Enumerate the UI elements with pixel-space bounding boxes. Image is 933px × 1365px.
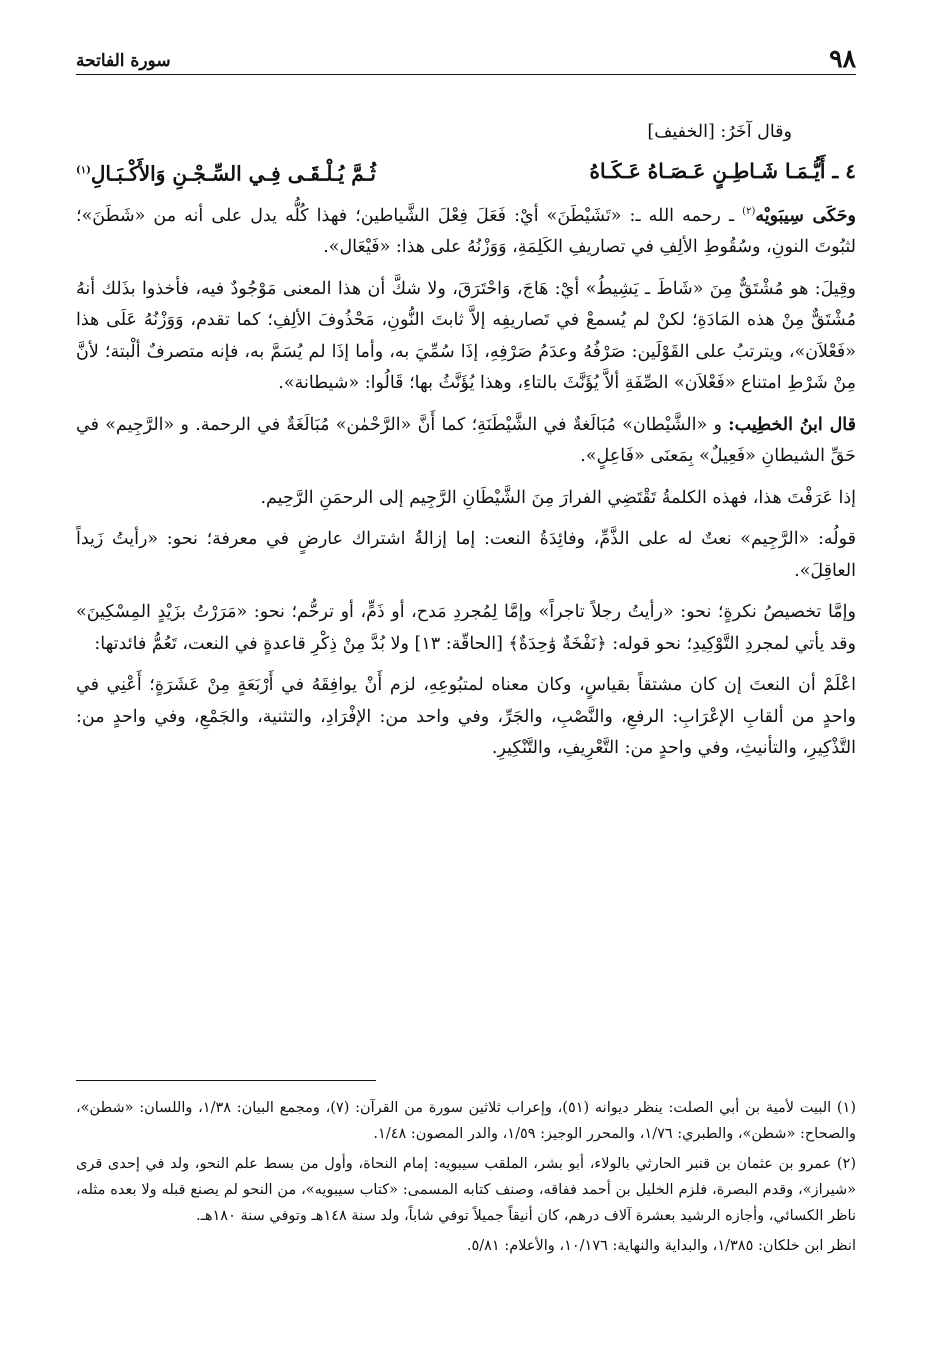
- paragraph: [76, 483, 856, 515]
- paragraph: [76, 274, 856, 400]
- paragraph-text: و «الشَّيْطان» مُبَالَغةٌ في الشَّيْطَنَةِ؛ كما أَنَّ «الرَّحْمٰن» مُبَالَغَةٌ في الرحمة. و «الرَّجِيم» في حَقِّ الشيطانِ «فَعِيلٌ» بِمَعنَى «فَاعِلٍ».: [76, 414, 856, 467]
- main-text: [76, 116, 856, 775]
- verse-number: ٤ ـ: [832, 158, 856, 183]
- footnote: (١) البيت لأمية بن أبي الصلت: ينظر ديوانه (٥١)، وإعراب ثلاثين سورة من القرآن: (٧)، ومجمع البيان: ١/٣٨، واللسان: «شطن»، والصحاح: «شطن»، والطبري: ١/٧٦، والمحرر الوجيز: ١/٥٩، والدر المصون: ١/٤٨.: [76, 1100, 856, 1142]
- paragraph: [76, 196, 856, 264]
- paragraph-text: وقِيلَ: هو مُشْتَقٌّ مِنَ «شَاطَ ـ يَشِيطُ» أيْ: هَاجَ، وَاحْتَرَقَ، ولا شكَّ أن هذا المعنى مَوْجُودٌ فيه، فأخذوا بذَلك أنهُ مُشْتَقٌّ مِنْ هذه المَادَةِ؛ لكنْ لم يُسمعْ في تَصاريفِه إلاَّ ثابتَ النُّونِ، مَحْذُوفَ الألِفِ؛ كما تقدم، وَوَزْنُهُ عَلَى هذا «فَعْلاَن»، ويترتبُ على القَوْلَين: صَرْفُهُ وعدَمُ صَرْفِهِ، إذَا سُمِّيَ به، وأما إذَا لم يُسَمَّ به، فإنه متصرفٌ ألْبتة؛ لأنَّ مِنْ شَرْطِ امتناع «فَعْلاَن» الصِّفَةِ ألاَّ يُؤَنَّثَ بالتاءِ، وهذا يُؤَنَّثُ بها؛ قَالُوا: «شيطانة».: [76, 278, 856, 394]
- paragraph: [76, 670, 856, 765]
- paragraph: [76, 410, 856, 473]
- verse-second-hemistich: [76, 154, 376, 191]
- footnote-ref: (١): [76, 164, 91, 176]
- verse-first-hemistich: [590, 154, 856, 191]
- verse-intro: وقال آخَرُ: [الخفيف]: [647, 122, 792, 142]
- footnote: (٢) عمرو بن عثمان بن قنبر الحارثي بالولاء، أبو بشر، الملقب سيبويه: إمام النحاة، وأول من بسط علم النحو، ولد في إحدى قرى «شيراز»، وقدم البصرة، فلزم الخليل بن أحمد ففاقه، وصنف كتابه المسمى: «كتاب سيبويه»، من النحو لم يصنع قبله ولا بعده مثله، ناظر الكسائي، وأجازه الرشيد بعشرة آلاف درهم، كان أنيقاً جميلاً توفي شاباً، ولد سنة ١٤٨هـ وتوفي سنة ١٨٠هـ.: [76, 1156, 856, 1224]
- poem-verse: [76, 154, 856, 191]
- paragraph-text: اعْلَمْ أن النعتَ إن كان مشتقاً بقياسٍ، وكان معناه لمتبُوعِهِ، لزم أَنْ يوافِقَهُ في أَرْبَعَةٍ مِنْ عَشَرَةٍ؛ أَعْنِي في واحدٍ من ألقابِ الإعْرَابِ: الرفعِ، والنَّصْبِ، والجَرِّ، وفي واحد من: الإفْرَادِ، والتثنية، والجَمْعِ، وفي واحدٍ من: التَّذْكِيرِ، والتأنيثِ، وفي واحدٍ من: التَّعْرِيفِ، والتَّنْكِيرِ.: [76, 675, 856, 759]
- page-number: ٩٨: [829, 44, 856, 73]
- footnote-divider: [76, 1080, 376, 1081]
- paragraph-lead: وحَكَى سِيبَويْه: [755, 205, 856, 226]
- footnote-sources: انظر ابن خلكان: ١/٣٨٥، والبداية والنهاية: ١٠/١٧٦، والأعلام: ٥/٨١.: [466, 1238, 856, 1254]
- paragraph-text: وإمَّا تخصيصُ نكرةٍ؛ نحو: «رأيتُ رجلاً تاجراً» وإمَّا لِمُجردِ مَدح، أو ذَمٍّ، أو ترحُّم؛ نحو: «مَرَرْتُ بزَيْدٍ المِسْكِينَ» وقد يأتي لمجردِ التَّوْكِيدِ؛ نحو قوله: ﴿نَفْخَةٌ وَٰحِدَةٌ﴾ [الحاقّة: ١٣] ولا بُدَّ مِنْ ذِكْرِ قاعدةٍ في النعت، تَعُمُّ فائدتها:: [76, 602, 856, 654]
- verse-first-half: أَيُّـمَـا شَـاطِـنٍ عَـصَـاهُ عَـكَـاهُ: [589, 158, 826, 183]
- footnotes-section: [76, 1080, 856, 1259]
- paragraph-lead: قال ابنُ الخطِيب:: [728, 414, 856, 435]
- paragraph: [76, 597, 856, 660]
- running-header: [76, 40, 856, 75]
- footnote-ref: (٢): [742, 206, 756, 218]
- paragraph-text: قولُه: «الرَّجِيم» نعتٌ له على الذَّمِّ، وفائِدَةُ النعت: إما إزالةُ اشتراك عارضٍ في معرفة؛ نحو: «رأيتُ زَيداً العاقِلَ».: [76, 529, 856, 581]
- book-page: [76, 40, 856, 1254]
- paragraph-text: إذا عَرَفْتَ هذا، فهذه الكلمةُ تَقْتَضِي الفرارَ مِنَ الشَّيْطَانِ الرَّجِيم إلى الرحمَنِ الرَّحِيم.: [260, 487, 856, 508]
- paragraph: [76, 524, 856, 587]
- surah-title: سورة الفاتحة: [76, 51, 171, 71]
- paragraph-text: ـ رحمه الله ـ: «تَشَيْطَنَ» أيْ: فَعَلَ فِعْلَ الشَّياطين؛ فهذا كُلُّه يدل على أنه من «شَطَنَ»؛ لثبُوتَ النونِ، وسُقُوطِ الألِفِ في تصاريفِ الكَلِمَةِ، وَوَزْنُهُ على هذا: «فَيْعَال».: [76, 205, 856, 258]
- verse-second-half: ثُـمَّ يُـلْـقَـى فِـي السِّـجْـنِ وَالأَكْـبَـالِ: [90, 161, 376, 186]
